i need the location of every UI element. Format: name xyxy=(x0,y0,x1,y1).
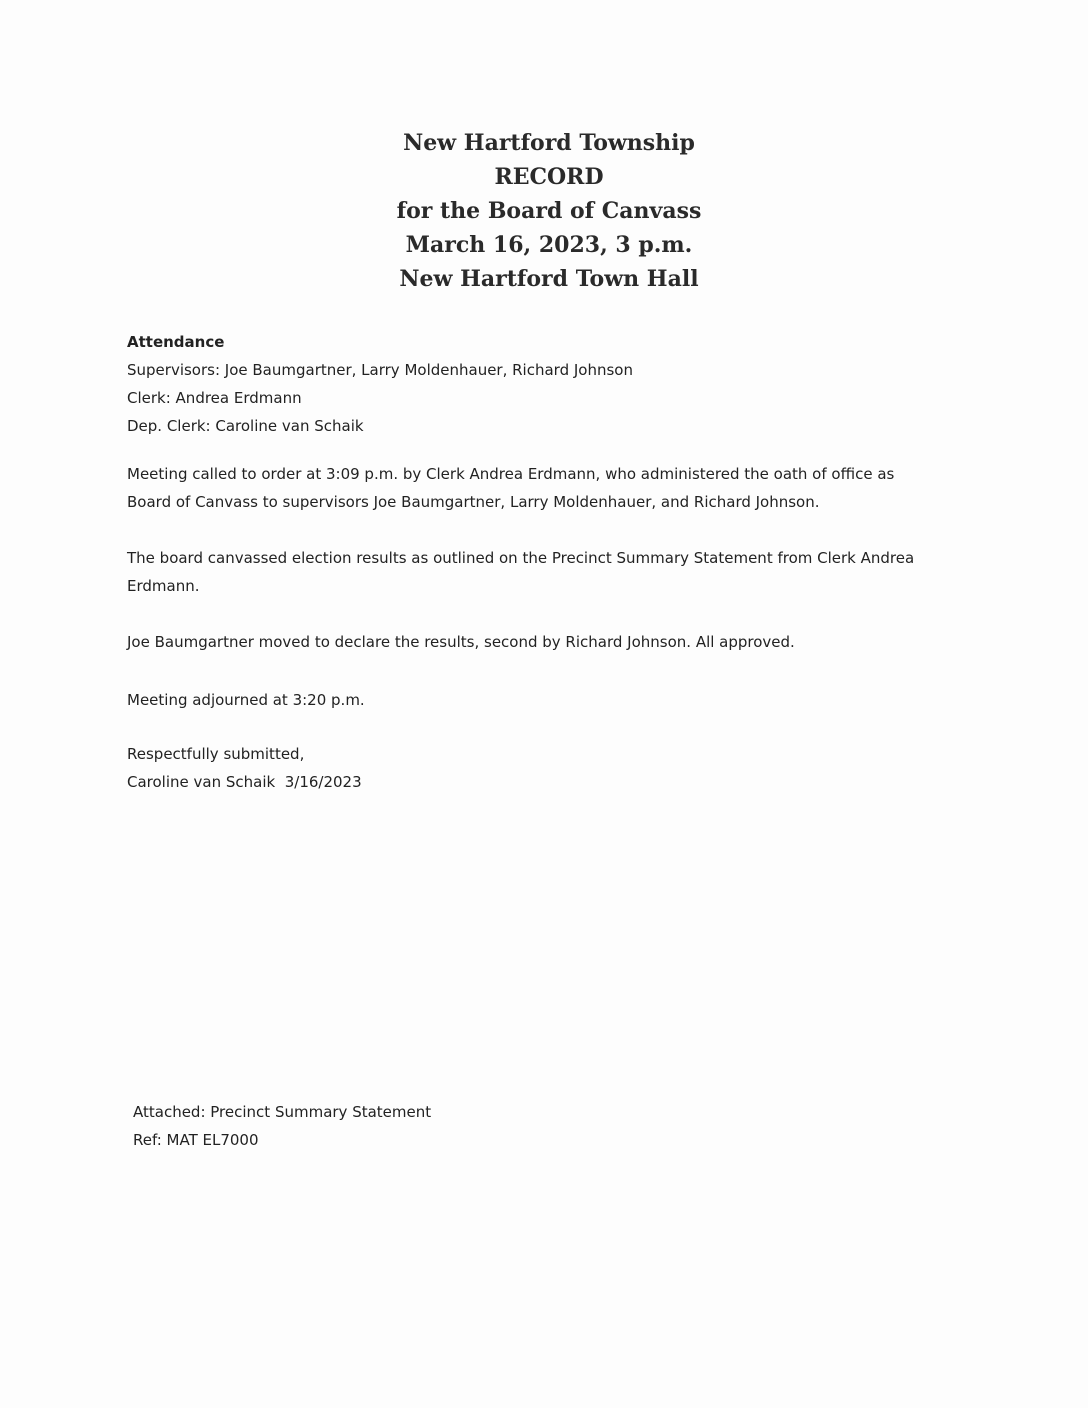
adjourned-line: Meeting adjourned at 3:20 p.m. xyxy=(127,691,365,709)
attached-line: Attached: Precinct Summary Statement xyxy=(133,1103,432,1121)
call-to-order-line-2: Board of Canvass to supervisors Joe Baumgartner, Larry Moldenhauer, and Richard Johnson. xyxy=(127,493,820,511)
record-title: RECORD xyxy=(494,164,604,190)
submitter-name-date: Caroline van Schaik 3/16/2023 xyxy=(127,773,362,791)
call-to-order-line-1: Meeting called to order at 3:09 p.m. by Clerk Andrea Erdmann, who administered the oath of office as xyxy=(127,465,895,483)
motion-line: Joe Baumgartner moved to declare the results, second by Richard Johnson. All approved. xyxy=(127,633,795,651)
motion-paragraph xyxy=(127,628,795,656)
meeting-location: New Hartford Town Hall xyxy=(399,266,699,292)
signature-block xyxy=(127,740,362,796)
call-to-order-paragraph xyxy=(127,460,894,516)
attendance-heading: Attendance xyxy=(127,333,225,351)
ref-line: Ref: MAT EL7000 xyxy=(133,1131,259,1149)
canvass-line-2: Erdmann. xyxy=(127,577,200,595)
canvass-line-1: The board canvassed election results as outlined on the Precinct Summary Statement from Clerk Andrea xyxy=(127,549,915,567)
canvass-paragraph xyxy=(127,544,914,600)
closing-line: Respectfully submitted, xyxy=(127,745,305,763)
dep-clerk-line: Dep. Clerk: Caroline van Schaik xyxy=(127,417,364,435)
document-header xyxy=(0,126,1088,296)
supervisors-line: Supervisors: Joe Baumgartner, Larry Moldenhauer, Richard Johnson xyxy=(127,361,633,379)
board-title: for the Board of Canvass xyxy=(396,198,702,224)
clerk-line: Clerk: Andrea Erdmann xyxy=(127,389,302,407)
adjourned-paragraph xyxy=(127,686,365,714)
township-title: New Hartford Township xyxy=(403,130,695,156)
attendance-section xyxy=(127,328,633,440)
meeting-date: March 16, 2023, 3 p.m. xyxy=(405,232,693,258)
footer-block xyxy=(133,1098,431,1154)
